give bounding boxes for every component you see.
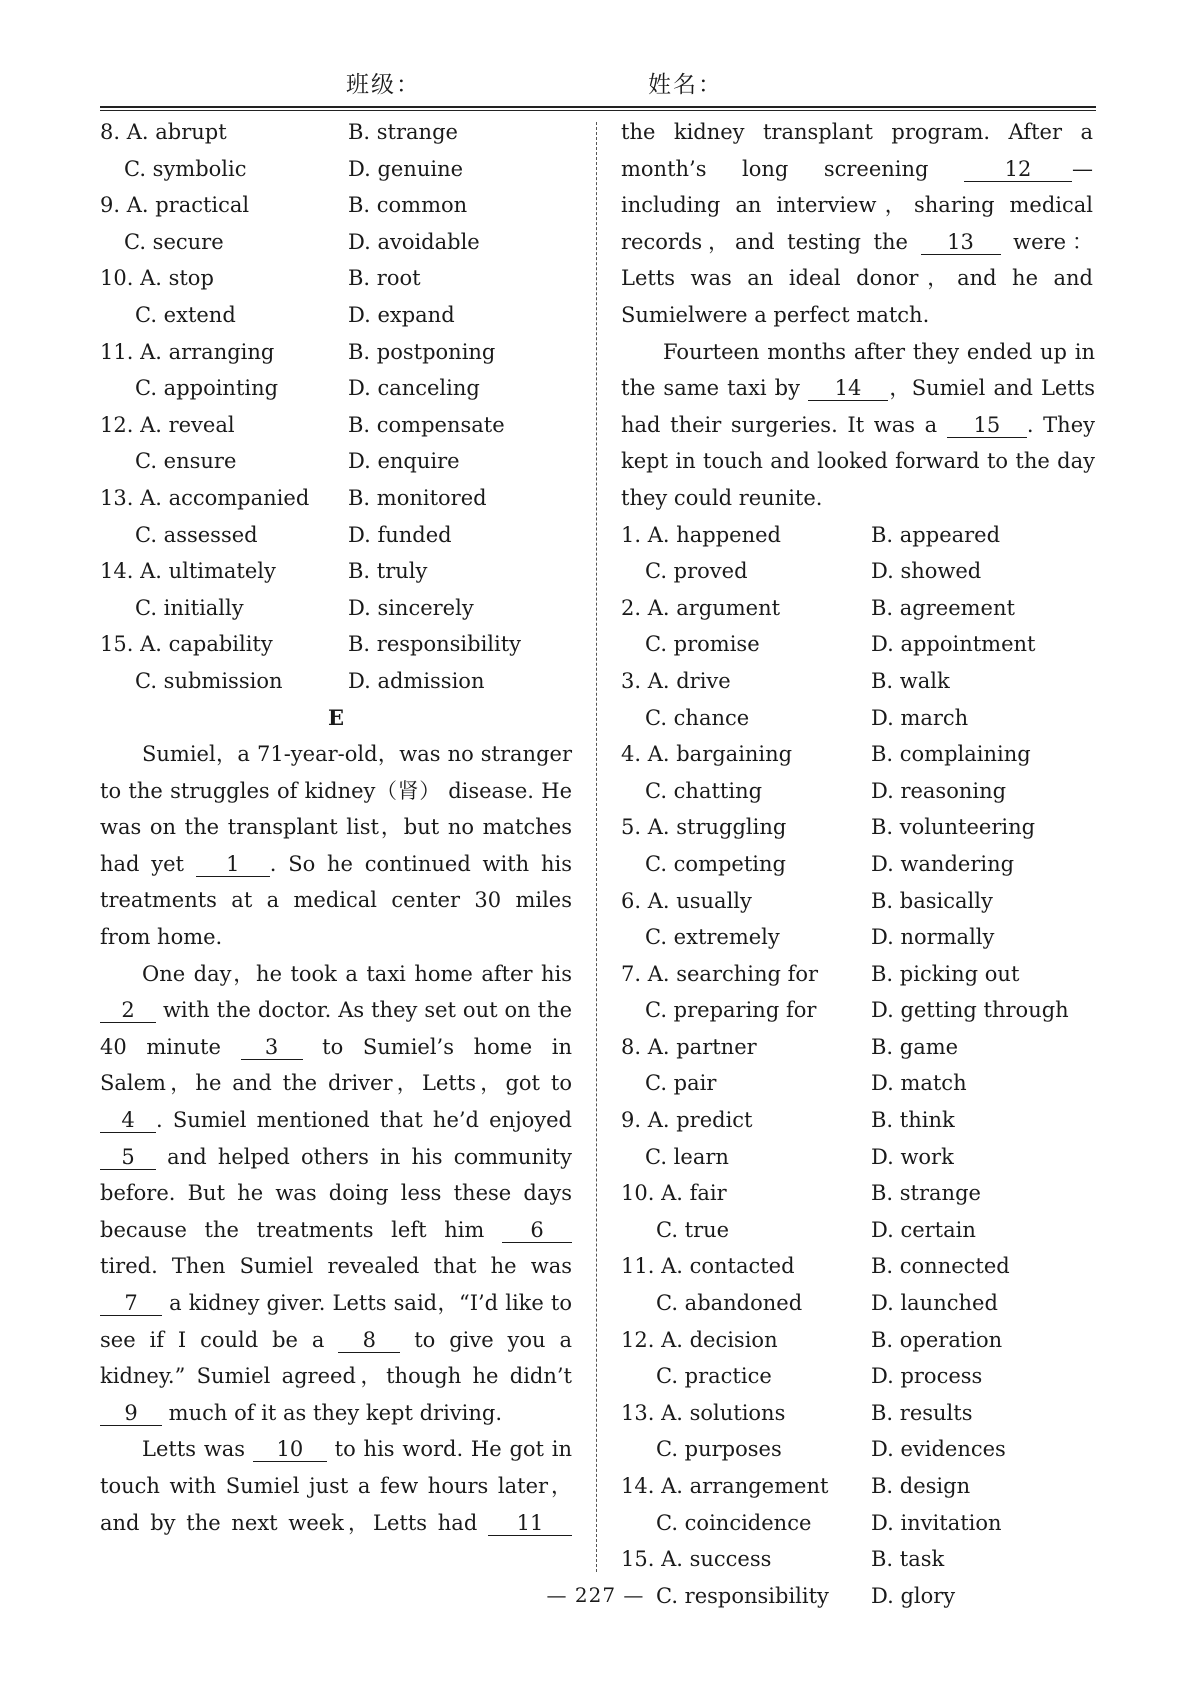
option-a: 6. A. usually — [621, 888, 752, 913]
option-row — [621, 1139, 1095, 1176]
passage-paragraph-3-continued — [621, 114, 1093, 334]
passage-text: a kidney giver. Letts said，“I’d like to see if I could be a — [100, 1291, 572, 1352]
option-b: B. picking out — [871, 961, 1020, 986]
option-row — [621, 553, 1095, 590]
option-c: C. responsibility — [656, 1583, 829, 1608]
option-row — [621, 773, 1095, 810]
right-column — [621, 114, 1095, 1614]
section-heading: E — [327, 704, 344, 730]
option-row — [100, 260, 572, 297]
option-c: C. coincidence — [656, 1510, 812, 1535]
name-label: 姓名： — [648, 72, 723, 98]
option-a: 15. A. capability — [100, 632, 273, 657]
option-c: C. chatting — [645, 778, 763, 803]
passage-text: Sumiel，a 71-year-old，was no stranger to the struggles of kidney（肾） disease. He was on the transplant list，but no matches had yet — [100, 742, 572, 876]
passage-text: —including an interview，sharing medical records，and testing the — [621, 156, 1093, 254]
option-row — [621, 1468, 1095, 1505]
header-rule-thin — [100, 110, 1096, 111]
blank-2: 2 — [100, 998, 156, 1023]
option-c: C. preparing for — [645, 998, 817, 1023]
option-b: B. agreement — [871, 595, 1015, 620]
option-row — [100, 590, 572, 627]
option-c: C. appointing — [135, 376, 279, 401]
option-b: B. volunteering — [871, 815, 1036, 840]
option-c: C. competing — [645, 851, 786, 876]
passage-text: the kidney transplant program. After a month’s long screening — [621, 119, 1093, 181]
passage-paragraph-3 — [100, 1431, 572, 1541]
option-d: D. normally — [871, 925, 995, 950]
option-a: 9. A. predict — [621, 1108, 753, 1133]
option-a: 14. A. arrangement — [621, 1474, 829, 1498]
option-a: 9. A. practical — [100, 193, 250, 218]
option-row — [621, 1431, 1095, 1468]
option-c: C. abandoned — [656, 1291, 803, 1316]
option-row — [621, 736, 1095, 773]
option-b: B. responsibility — [348, 632, 522, 657]
option-row — [621, 992, 1095, 1029]
option-row — [621, 1248, 1095, 1285]
option-row — [100, 626, 572, 663]
option-row — [621, 700, 1095, 737]
option-b: B. think — [871, 1108, 955, 1133]
option-d: D. certain — [871, 1217, 976, 1242]
option-c: C. symbolic — [124, 156, 247, 181]
option-row — [100, 517, 572, 554]
option-a: 10. A. fair — [621, 1181, 727, 1206]
option-b: B. truly — [348, 559, 428, 584]
option-d: D. wandering — [871, 851, 1015, 876]
option-d: D. getting through — [871, 998, 1069, 1023]
option-b: B. common — [348, 193, 468, 218]
blank-8: 8 — [338, 1328, 400, 1353]
option-a: 12. A. decision — [621, 1327, 778, 1352]
passage-text: . They kept in touch and looked forward to the day they could reunite. — [621, 412, 1095, 510]
option-row — [100, 443, 572, 480]
option-d: D. launched — [871, 1291, 998, 1316]
option-c: C. practice — [656, 1364, 772, 1389]
option-d: D. canceling — [348, 376, 480, 401]
option-b: B. complaining — [871, 742, 1031, 767]
option-c: C. ensure — [135, 449, 237, 474]
blank-9: 9 — [100, 1401, 162, 1426]
option-d: D. funded — [348, 522, 452, 547]
passage-text: and helped others in his community before. But he was doing less these days because the treatments left him — [100, 1144, 572, 1242]
option-row — [621, 590, 1095, 627]
option-a: 15. A. success — [621, 1547, 772, 1572]
option-d: D. admission — [348, 668, 485, 693]
option-d: D. evidences — [871, 1437, 1006, 1462]
option-row — [100, 370, 572, 407]
option-row — [621, 1505, 1095, 1542]
option-b: B. compensate — [348, 412, 505, 437]
option-row — [621, 1358, 1095, 1395]
option-a: 8. A. abrupt — [100, 120, 227, 144]
option-d: D. showed — [871, 559, 982, 584]
option-c: C. assessed — [135, 522, 258, 547]
option-a: 1. A. happened — [621, 522, 781, 547]
option-row — [621, 846, 1095, 883]
option-b: B. monitored — [348, 485, 487, 510]
passage-text: One day，he took a taxi home after his — [142, 961, 572, 986]
option-b: B. postponing — [348, 339, 496, 364]
blank-7: 7 — [100, 1291, 162, 1316]
passage-paragraph-4 — [621, 334, 1095, 517]
option-row — [100, 334, 572, 371]
passage-paragraph-2 — [100, 956, 572, 1432]
option-d: D. invitation — [871, 1510, 1002, 1535]
option-d: D. process — [871, 1364, 983, 1389]
option-c: C. purposes — [656, 1437, 782, 1462]
option-row — [621, 956, 1095, 993]
option-row — [100, 151, 572, 188]
passage-text: Fourteen months after they ended up in the same taxi by — [621, 339, 1095, 401]
passage-paragraph-3-left — [100, 1431, 572, 1541]
option-c: C. promise — [645, 632, 760, 657]
option-c: C. extremely — [645, 925, 780, 950]
passage-text: ，Sumiel and Letts had their surgeries. It was a — [621, 376, 1095, 437]
option-row — [621, 1175, 1095, 1212]
option-row — [621, 1065, 1095, 1102]
option-d: D. expand — [348, 302, 455, 327]
option-a: 14. A. ultimately — [100, 559, 276, 584]
option-c: C. secure — [124, 229, 224, 254]
option-row — [621, 1541, 1095, 1578]
option-c: C. pair — [645, 1071, 717, 1096]
option-b: B. root — [348, 266, 421, 291]
option-a: 11. A. arranging — [100, 339, 275, 364]
option-row — [100, 297, 572, 334]
option-d: D. enquire — [348, 449, 460, 474]
option-row — [100, 553, 572, 590]
option-b: B. design — [871, 1474, 971, 1498]
passage-continuation — [621, 114, 1095, 334]
column-divider — [596, 122, 597, 1572]
blank-6: 6 — [502, 1218, 572, 1243]
option-a: 10. A. stop — [100, 266, 214, 291]
option-d: D. appointment — [871, 632, 1036, 657]
option-b: B. game — [871, 1034, 959, 1059]
option-d: D. reasoning — [871, 778, 1007, 803]
option-d: D. march — [871, 705, 969, 730]
blank-12: 12 — [964, 157, 1072, 182]
option-b: B. appeared — [871, 522, 1001, 547]
option-row — [621, 1102, 1095, 1139]
option-a: 13. A. accompanied — [100, 485, 310, 510]
header-rule — [100, 106, 1096, 108]
option-row — [621, 809, 1095, 846]
passage-text: with the doctor. As they set out on the 40 minute — [100, 998, 572, 1059]
option-b: B. strange — [348, 120, 458, 144]
option-row — [100, 663, 572, 700]
option-b: B. strange — [871, 1181, 981, 1206]
blank-4: 4 — [100, 1108, 156, 1133]
option-c: C. true — [656, 1217, 730, 1242]
option-a: 11. A. contacted — [621, 1254, 795, 1279]
option-b: B. basically — [871, 888, 993, 913]
passage-text: much of it as they kept driving. — [162, 1400, 503, 1425]
option-row — [621, 883, 1095, 920]
option-a: 3. A. drive — [621, 668, 731, 693]
option-row — [621, 1029, 1095, 1066]
passage-text: to give you a kidney.” Sumiel agreed，though he didn’t — [100, 1327, 572, 1389]
option-row — [100, 187, 572, 224]
left-column — [100, 114, 572, 1541]
passage-text: to his word. He got in touch with Sumiel just a few hours later，and by the next week，Letts had — [100, 1437, 572, 1535]
passage-text: . Sumiel mentioned that he’d enjoyed — [156, 1108, 572, 1133]
option-a: 8. A. partner — [621, 1034, 757, 1059]
option-row — [621, 1322, 1095, 1359]
option-c: C. submission — [135, 668, 283, 693]
option-row — [621, 1395, 1095, 1432]
option-a: 4. A. bargaining — [621, 742, 793, 767]
option-b: B. results — [871, 1400, 973, 1425]
option-row — [621, 919, 1095, 956]
option-a: 5. A. struggling — [621, 815, 787, 840]
blank-1: 1 — [196, 852, 270, 877]
option-row — [621, 517, 1095, 554]
option-row — [100, 114, 572, 151]
option-b: B. walk — [871, 668, 950, 693]
option-a: 13. A. solutions — [621, 1400, 786, 1425]
option-d: D. avoidable — [348, 229, 480, 254]
option-a: 7. A. searching for — [621, 961, 819, 986]
class-label: 班级： — [346, 72, 421, 98]
blank-10: 10 — [253, 1437, 327, 1462]
option-a: 12. A. reveal — [100, 412, 235, 437]
passage-paragraph-3-right — [621, 114, 1095, 334]
option-c: C. proved — [645, 559, 748, 584]
option-row — [621, 626, 1095, 663]
passage-text: tired. Then Sumiel revealed that he was — [100, 1254, 572, 1279]
option-row — [100, 224, 572, 261]
option-d: D. glory — [871, 1583, 956, 1608]
option-d: D. match — [871, 1071, 967, 1096]
blank-11: 11 — [488, 1511, 572, 1536]
passage-paragraph-1 — [100, 736, 572, 956]
passage-text: to Sumiel’s home in Salem，he and the driver，Letts，got to — [100, 1034, 573, 1096]
page-number: — 227 — — [546, 1583, 645, 1607]
option-row — [100, 407, 572, 444]
blank-13: 13 — [921, 230, 1001, 255]
blank-3: 3 — [241, 1035, 303, 1060]
option-d: D. sincerely — [348, 595, 474, 620]
option-row — [621, 1212, 1095, 1249]
option-c: C. initially — [135, 595, 244, 620]
option-row — [621, 663, 1095, 700]
option-c: C. extend — [135, 302, 236, 327]
blank-14: 14 — [808, 376, 888, 401]
blank-5: 5 — [100, 1145, 156, 1170]
option-b: B. operation — [871, 1327, 1003, 1352]
passage-text: Letts was — [142, 1437, 253, 1462]
option-b: B. connected — [871, 1254, 1010, 1279]
option-b: B. task — [871, 1547, 945, 1572]
option-d: D. genuine — [348, 156, 464, 181]
passage-text: . So he continued with his treatments at a medical center 30 miles from home. — [100, 851, 572, 950]
option-c: C. learn — [645, 1144, 729, 1169]
option-d: D. work — [871, 1144, 954, 1169]
option-row — [100, 480, 572, 517]
option-row — [621, 1285, 1095, 1322]
blank-15: 15 — [947, 413, 1027, 438]
option-c: C. chance — [645, 705, 750, 730]
passage-text: were：Letts was an ideal donor，and he and Sumielwere a perfect match. — [621, 229, 1093, 327]
option-a: 2. A. argument — [621, 595, 781, 620]
